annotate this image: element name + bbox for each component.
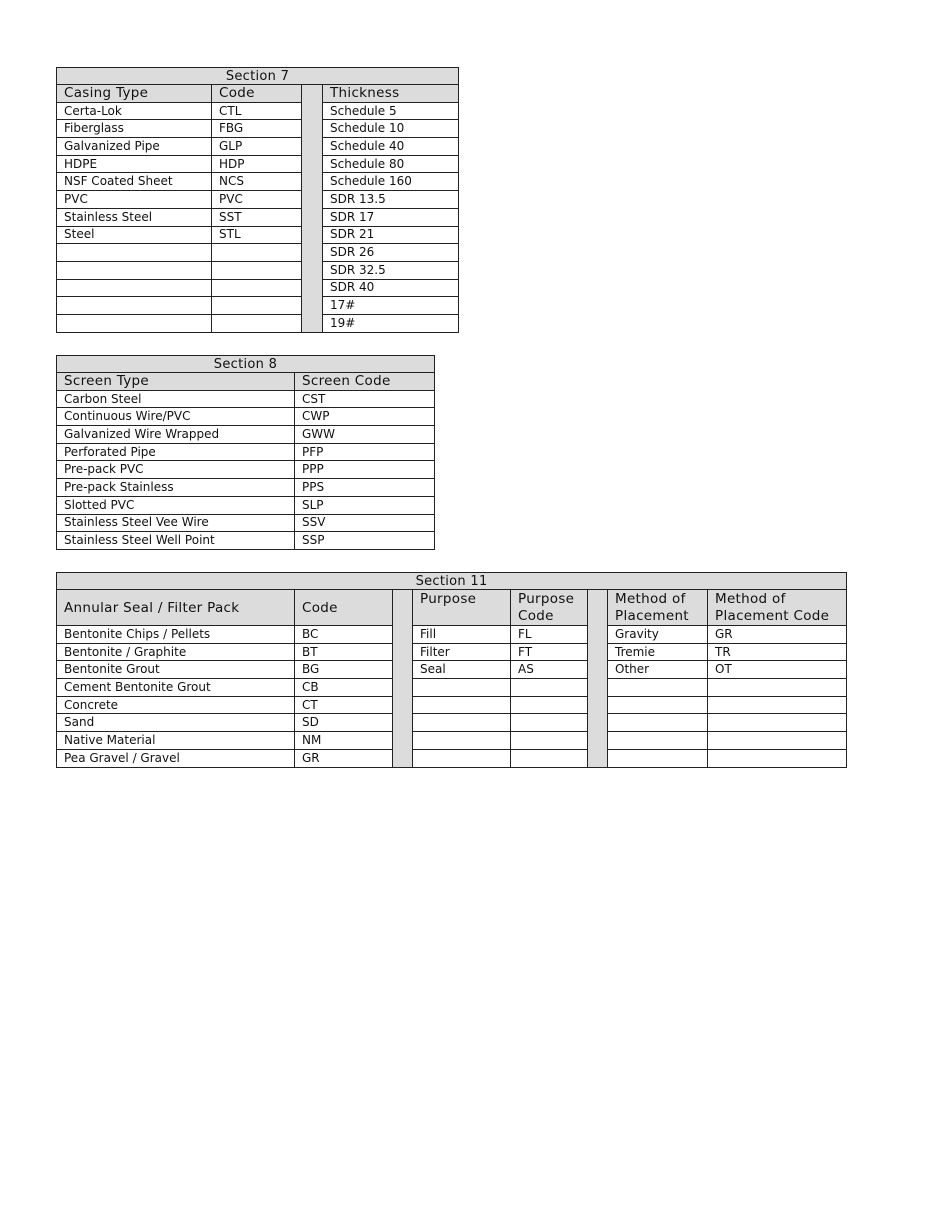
casing-type-cell — [57, 297, 212, 315]
table-row — [57, 626, 847, 644]
thickness-cell: Schedule 5 — [323, 102, 459, 120]
method-header: Method of Placement — [608, 590, 708, 626]
method-code-cell — [708, 732, 847, 750]
purpose-code-header: Purpose Code — [511, 590, 588, 626]
thickness-cell: Schedule 40 — [323, 138, 459, 156]
screen-type-cell: Pre-pack Stainless — [57, 479, 295, 497]
table-row — [57, 679, 847, 697]
table-row — [57, 120, 459, 138]
table-row — [57, 532, 435, 550]
table-row — [57, 696, 847, 714]
casing-type-cell — [57, 261, 212, 279]
seal-code-cell: BT — [295, 643, 393, 661]
thickness-cell: SDR 32.5 — [323, 261, 459, 279]
table-row — [57, 479, 435, 497]
table-row — [57, 191, 459, 209]
casing-type-cell — [57, 244, 212, 262]
table-row — [57, 443, 435, 461]
seal-cell: Bentonite Grout — [57, 661, 295, 679]
casing-type-cell: Galvanized Pipe — [57, 138, 212, 156]
purpose-code-cell: FL — [511, 626, 588, 644]
section-11-table — [56, 572, 847, 768]
thickness-cell: SDR 17 — [323, 208, 459, 226]
method-code-cell: GR — [708, 626, 847, 644]
code-cell: GLP — [212, 138, 302, 156]
thickness-header: Thickness — [323, 85, 459, 103]
screen-code-cell: PPP — [295, 461, 435, 479]
table-row — [57, 155, 459, 173]
section-8-title: Section 8 — [57, 356, 435, 373]
section-8-table — [56, 355, 435, 550]
thickness-cell: SDR 13.5 — [323, 191, 459, 209]
screen-code-cell: SSV — [295, 514, 435, 532]
thickness-cell: Schedule 80 — [323, 155, 459, 173]
seal-cell: Concrete — [57, 696, 295, 714]
seal-code-cell: NM — [295, 732, 393, 750]
purpose-cell: Seal — [413, 661, 511, 679]
table-row — [57, 173, 459, 191]
casing-type-cell — [57, 279, 212, 297]
screen-type-cell: Perforated Pipe — [57, 443, 295, 461]
screen-code-cell: PFP — [295, 443, 435, 461]
table-row — [57, 643, 847, 661]
purpose-code-cell — [511, 749, 588, 767]
method-cell: Tremie — [608, 643, 708, 661]
seal-code-cell: CT — [295, 696, 393, 714]
screen-type-cell: Carbon Steel — [57, 390, 295, 408]
column-spacer — [588, 590, 608, 768]
purpose-cell: Fill — [413, 626, 511, 644]
code-cell: FBG — [212, 120, 302, 138]
purpose-code-cell — [511, 732, 588, 750]
screen-type-cell: Stainless Steel Well Point — [57, 532, 295, 550]
table-row — [57, 426, 435, 444]
purpose-code-cell: AS — [511, 661, 588, 679]
casing-type-cell: Steel — [57, 226, 212, 244]
method-code-header: Method of Placement Code — [708, 590, 847, 626]
seal-cell: Bentonite / Graphite — [57, 643, 295, 661]
casing-type-cell: Certa-Lok — [57, 102, 212, 120]
screen-code-cell: PPS — [295, 479, 435, 497]
table-row — [57, 461, 435, 479]
column-spacer — [393, 590, 413, 768]
table-row — [57, 297, 459, 315]
method-code-cell: OT — [708, 661, 847, 679]
purpose-cell — [413, 732, 511, 750]
purpose-code-cell — [511, 696, 588, 714]
thickness-cell: SDR 21 — [323, 226, 459, 244]
seal-code-cell: BC — [295, 626, 393, 644]
seal-code-header: Code — [295, 590, 393, 626]
method-code-cell — [708, 749, 847, 767]
purpose-header: Purpose — [413, 590, 511, 626]
code-cell: HDP — [212, 155, 302, 173]
seal-cell: Sand — [57, 714, 295, 732]
method-cell — [608, 696, 708, 714]
thickness-cell: SDR 26 — [323, 244, 459, 262]
thickness-cell: 17# — [323, 297, 459, 315]
table-row — [57, 514, 435, 532]
screen-code-cell: SSP — [295, 532, 435, 550]
table-row — [57, 244, 459, 262]
method-cell: Other — [608, 661, 708, 679]
screen-type-cell: Continuous Wire/PVC — [57, 408, 295, 426]
screen-type-cell: Pre-pack PVC — [57, 461, 295, 479]
table-row — [57, 314, 459, 332]
thickness-cell: Schedule 160 — [323, 173, 459, 191]
purpose-cell — [413, 696, 511, 714]
code-cell — [212, 314, 302, 332]
casing-type-cell: NSF Coated Sheet — [57, 173, 212, 191]
code-cell — [212, 244, 302, 262]
purpose-cell — [413, 679, 511, 697]
method-cell — [608, 732, 708, 750]
seal-cell: Cement Bentonite Grout — [57, 679, 295, 697]
table-row — [57, 138, 459, 156]
annular-seal-header: Annular Seal / Filter Pack — [57, 590, 295, 626]
thickness-cell: SDR 40 — [323, 279, 459, 297]
method-code-cell — [708, 696, 847, 714]
casing-type-cell: HDPE — [57, 155, 212, 173]
method-code-cell — [708, 714, 847, 732]
code-cell — [212, 297, 302, 315]
code-cell: STL — [212, 226, 302, 244]
table-row — [57, 208, 459, 226]
casing-type-cell: Stainless Steel — [57, 208, 212, 226]
screen-code-cell: GWW — [295, 426, 435, 444]
code-header: Code — [212, 85, 302, 103]
table-row — [57, 390, 435, 408]
seal-code-cell: SD — [295, 714, 393, 732]
table-row — [57, 714, 847, 732]
method-cell — [608, 749, 708, 767]
seal-code-cell: CB — [295, 679, 393, 697]
thickness-cell: Schedule 10 — [323, 120, 459, 138]
code-cell: NCS — [212, 173, 302, 191]
table-row — [57, 749, 847, 767]
casing-type-cell — [57, 314, 212, 332]
thickness-cell: 19# — [323, 314, 459, 332]
method-code-cell: TR — [708, 643, 847, 661]
screen-type-cell: Slotted PVC — [57, 496, 295, 514]
code-cell — [212, 261, 302, 279]
table-row — [57, 408, 435, 426]
seal-code-cell: BG — [295, 661, 393, 679]
table-row — [57, 732, 847, 750]
section-7-title: Section 7 — [57, 68, 459, 85]
section-7-table — [56, 67, 459, 333]
casing-type-cell: Fiberglass — [57, 120, 212, 138]
screen-code-header: Screen Code — [295, 373, 435, 391]
method-code-cell — [708, 679, 847, 697]
screen-code-cell: CWP — [295, 408, 435, 426]
purpose-cell — [413, 714, 511, 732]
casing-type-cell: PVC — [57, 191, 212, 209]
purpose-cell — [413, 749, 511, 767]
table-row — [57, 226, 459, 244]
method-cell — [608, 714, 708, 732]
code-cell: PVC — [212, 191, 302, 209]
purpose-code-cell — [511, 679, 588, 697]
seal-cell: Native Material — [57, 732, 295, 750]
table-row — [57, 279, 459, 297]
purpose-cell: Filter — [413, 643, 511, 661]
seal-code-cell: GR — [295, 749, 393, 767]
screen-code-cell: CST — [295, 390, 435, 408]
table-row — [57, 661, 847, 679]
section-11-title: Section 11 — [57, 573, 847, 590]
seal-cell: Bentonite Chips / Pellets — [57, 626, 295, 644]
screen-code-cell: SLP — [295, 496, 435, 514]
code-cell: SST — [212, 208, 302, 226]
table-row — [57, 102, 459, 120]
method-cell — [608, 679, 708, 697]
code-cell: CTL — [212, 102, 302, 120]
method-cell: Gravity — [608, 626, 708, 644]
screen-type-header: Screen Type — [57, 373, 295, 391]
casing-type-header: Casing Type — [57, 85, 212, 103]
code-cell — [212, 279, 302, 297]
table-row — [57, 496, 435, 514]
table-row — [57, 261, 459, 279]
column-spacer — [302, 85, 323, 333]
purpose-code-cell: FT — [511, 643, 588, 661]
seal-cell: Pea Gravel / Gravel — [57, 749, 295, 767]
screen-type-cell: Galvanized Wire Wrapped — [57, 426, 295, 444]
screen-type-cell: Stainless Steel Vee Wire — [57, 514, 295, 532]
purpose-code-cell — [511, 714, 588, 732]
